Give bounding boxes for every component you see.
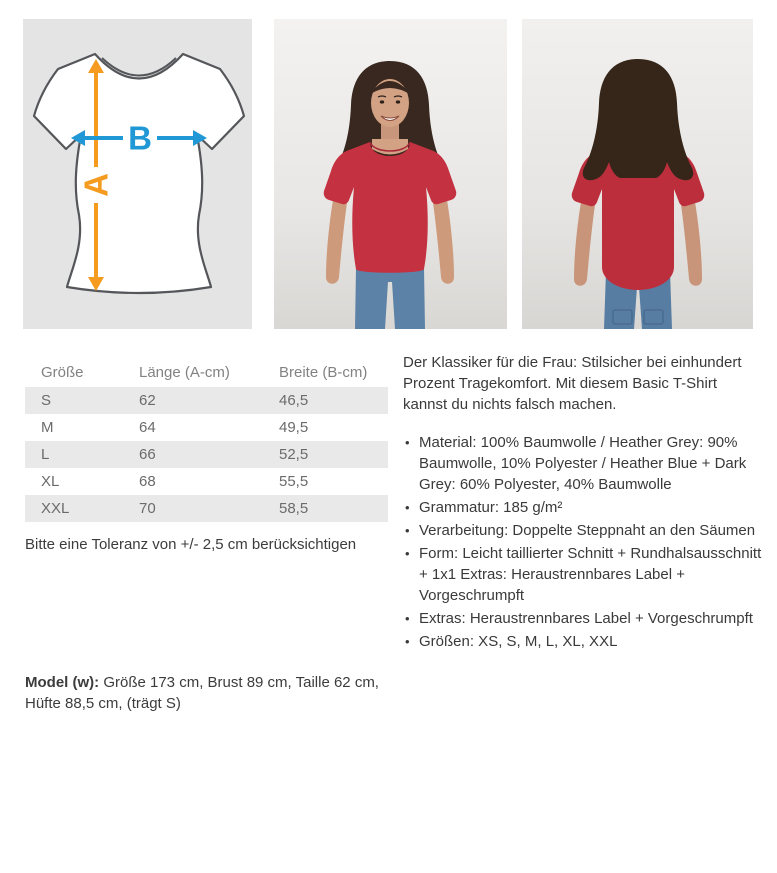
product-description bbox=[403, 352, 765, 654]
column-header-breite: Breite (B-cm) bbox=[263, 358, 388, 387]
model-info-text: Größe 173 cm, Brust 89 cm, Taille 62 cm, Hüfte 88,5 cm, (trägt S) bbox=[25, 674, 379, 712]
table-row: M 64 49,5 bbox=[41, 419, 309, 436]
model-info bbox=[25, 672, 397, 714]
spec-item: • Material: 100% Baumwolle / Heather Grey: 90% Baumwolle, 10% Polyester / Heather Blue + Dark Grey: 60% Polyester, 40% Baumwolle bbox=[405, 434, 747, 493]
table-row: XXL 70 58,5 bbox=[25, 495, 388, 522]
measure-a-label: A bbox=[77, 173, 115, 197]
size-table bbox=[25, 358, 388, 522]
size-info-column bbox=[25, 358, 401, 714]
spec-item: • Form: Leicht taillierter Schnitt + Rundhalsausschnitt + 1x1 Extras: Heraustrennbares Label + Vorgeschrumpft bbox=[405, 545, 762, 604]
description-intro: Der Klassiker für die Frau: Stilsicher bei einhundert Prozent Tragekomfort. Mit diesem Basic T-Shirt kannst du nichts falsch machen. bbox=[403, 354, 742, 413]
column-header-groesse: Größe bbox=[25, 358, 123, 387]
table-row: L 66 52,5 bbox=[25, 441, 388, 468]
size-diagram bbox=[23, 19, 252, 329]
spec-item: • Grammatur: 185 g/m² bbox=[405, 499, 563, 516]
tolerance-note: Bitte eine Toleranz von +/- 2,5 cm berücksichtigen bbox=[25, 536, 357, 553]
spec-list bbox=[403, 432, 765, 652]
size-table-header-row bbox=[25, 358, 388, 387]
bullet-icon: • bbox=[405, 611, 410, 626]
spec-item: • Verarbeitung: Doppelte Steppnaht an den Säumen bbox=[405, 522, 756, 539]
table-row: S 62 46,5 bbox=[25, 387, 388, 414]
measure-b-label: B bbox=[128, 119, 152, 157]
bullet-icon: • bbox=[405, 435, 410, 450]
size-diagram-panel bbox=[23, 19, 252, 329]
model-back-photo bbox=[522, 19, 753, 329]
bullet-icon: • bbox=[405, 523, 410, 538]
bullet-icon: • bbox=[405, 546, 410, 561]
table-row: XL 68 55,5 bbox=[41, 473, 309, 490]
spec-item: • Größen: XS, S, M, L, XL, XXL bbox=[405, 633, 618, 650]
bullet-icon: • bbox=[405, 500, 410, 515]
bullet-icon: • bbox=[405, 634, 410, 649]
model-front-photo bbox=[274, 19, 507, 329]
tshirt-outline-graphic bbox=[34, 54, 244, 293]
column-header-laenge: Länge (A-cm) bbox=[123, 358, 263, 387]
spec-item: • Extras: Heraustrennbares Label + Vorgeschrumpft bbox=[405, 610, 753, 627]
model-info-label: Model (w): bbox=[25, 674, 100, 691]
model-back-illustration bbox=[522, 19, 753, 329]
model-front-illustration bbox=[274, 19, 507, 329]
